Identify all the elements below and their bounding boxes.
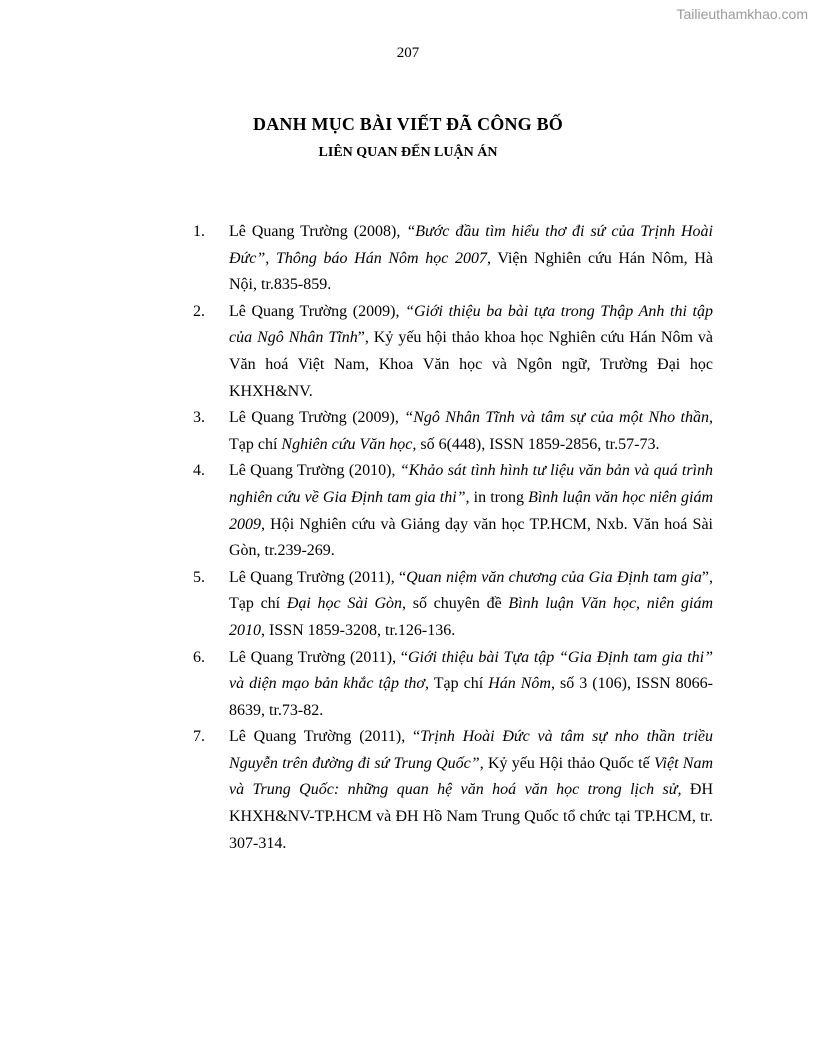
entry-number: 7. xyxy=(193,728,205,746)
entry-text-italic: Bình luận văn học niên giám 2009, xyxy=(229,488,714,533)
publication-entry xyxy=(193,724,713,857)
entry-number: 1. xyxy=(193,223,205,240)
entry-text: Tạp chí xyxy=(428,675,489,693)
entry-text-italic: “Giới thiệu ba bài tựa trong Thập Anh thi tập của Ngô Nhân Tĩnh xyxy=(229,302,713,347)
entry-text: ”, Tạp chí xyxy=(229,568,713,613)
entry-text-italic: Bình luận Văn học, niên giám 2010 xyxy=(229,595,713,639)
entry-text: , số chuyên đề xyxy=(402,595,509,613)
entry-text: , Kỷ yếu Hội thảo Quốc tế xyxy=(479,754,654,772)
entry-text: số 6(448), ISSN 1859-2856, tr.57-73. xyxy=(416,435,660,453)
publication-entry xyxy=(193,219,713,299)
publication-entry xyxy=(193,299,713,405)
entry-text-italic: Hán Nôm xyxy=(488,675,551,693)
entry-text: Lê Quang Trường (2009), xyxy=(229,409,405,427)
entry-text: ĐH KHXH&NV-TP.HCM và ĐH Hồ Nam Trung Quốc tổ chức tại TP.HCM, tr. 307-314. xyxy=(229,781,714,852)
entry-number: 2. xyxy=(193,302,205,320)
publication-entry xyxy=(193,458,713,564)
entry-number: 4. xyxy=(193,462,205,480)
page-subtitle: LIÊN QUAN ĐẾN LUẬN ÁN xyxy=(318,145,498,160)
entry-text-italic: Quan niệm văn chương của Gia Định tam gia xyxy=(406,568,702,586)
entry-text-italic: Trịnh Hoài Đức và tâm sự nho thần triều Nguyễn trên đường đi sứ Trung Quốc” xyxy=(229,728,713,772)
page-number: 207 xyxy=(396,45,420,61)
page-title: DANH MỤC BÀI VIẾT ĐÃ CÔNG BỐ xyxy=(253,114,563,134)
entry-number: 6. xyxy=(193,648,205,666)
entry-text: Lê Quang Trường (2011), “ xyxy=(229,568,407,586)
entry-text: , ISSN 1859-3208, tr.126-136. xyxy=(261,621,456,639)
entry-text-italic: Nghiên cứu Văn học, xyxy=(281,435,417,453)
watermark: Tailieuthamkhao.com xyxy=(676,6,808,22)
entry-text-italic: Việt Nam và Trung Quốc: những quan hệ văn hoá văn học trong lịch sử, xyxy=(229,754,714,799)
publication-entry xyxy=(193,405,713,458)
entry-text-italic: Giới thiệu bài Tựa tập “Gia Định tam gia thi” và diện mạo bản khắc tập thơ, xyxy=(229,648,714,693)
entry-text: , số 3 (106), ISSN 8066-8639, tr.73-82. xyxy=(229,675,714,719)
entry-number: 3. xyxy=(193,409,205,427)
entry-text: ”, Kỷ yếu hội thảo khoa học Nghiên cứu Hán Nôm và Văn hoá Việt Nam, Khoa Văn học và Ngôn ngữ, Trường Đại học KHXH&NV. xyxy=(229,329,713,400)
publication-list xyxy=(193,219,713,857)
entry-text-italic: “Khảo sát tình hình tư liệu văn bản và quá trình nghiên cứu về Gia Định tam gia thi”, xyxy=(229,462,714,506)
entry-text: Lê Quang Trường (2011), “ xyxy=(229,728,421,746)
entry-text: , Viện Nghiên cứu Hán Nôm, Hà Nội, tr.835-859. xyxy=(229,249,714,294)
entry-text-italic: “Bước đầu tìm hiểu thơ đi sứ của Trịnh Hoài Đức”, Thông báo Hán Nôm học 2007 xyxy=(229,223,714,267)
entry-text: Tạp chí xyxy=(229,435,282,453)
entry-text-italic: “Ngô Nhân Tĩnh và tâm sự của một Nho thần, xyxy=(404,409,714,427)
entry-text: in trong xyxy=(469,488,529,506)
publication-entry xyxy=(193,645,713,725)
entry-text: Lê Quang Trường (2009), xyxy=(229,302,406,320)
publication-entry xyxy=(193,565,713,645)
entry-text-italic: Đại học Sài Gòn xyxy=(286,595,403,613)
entry-text: Lê Quang Trường (2011), “ xyxy=(229,648,408,666)
entry-number: 5. xyxy=(193,568,205,586)
entry-text: Hội Nghiên cứu và Giảng dạy văn học TP.HCM, Nxb. Văn hoá Sài Gòn, tr.239-269. xyxy=(229,515,713,560)
entry-text: Lê Quang Trường (2008), xyxy=(229,223,407,240)
entry-text: Lê Quang Trường (2010), xyxy=(229,462,400,480)
